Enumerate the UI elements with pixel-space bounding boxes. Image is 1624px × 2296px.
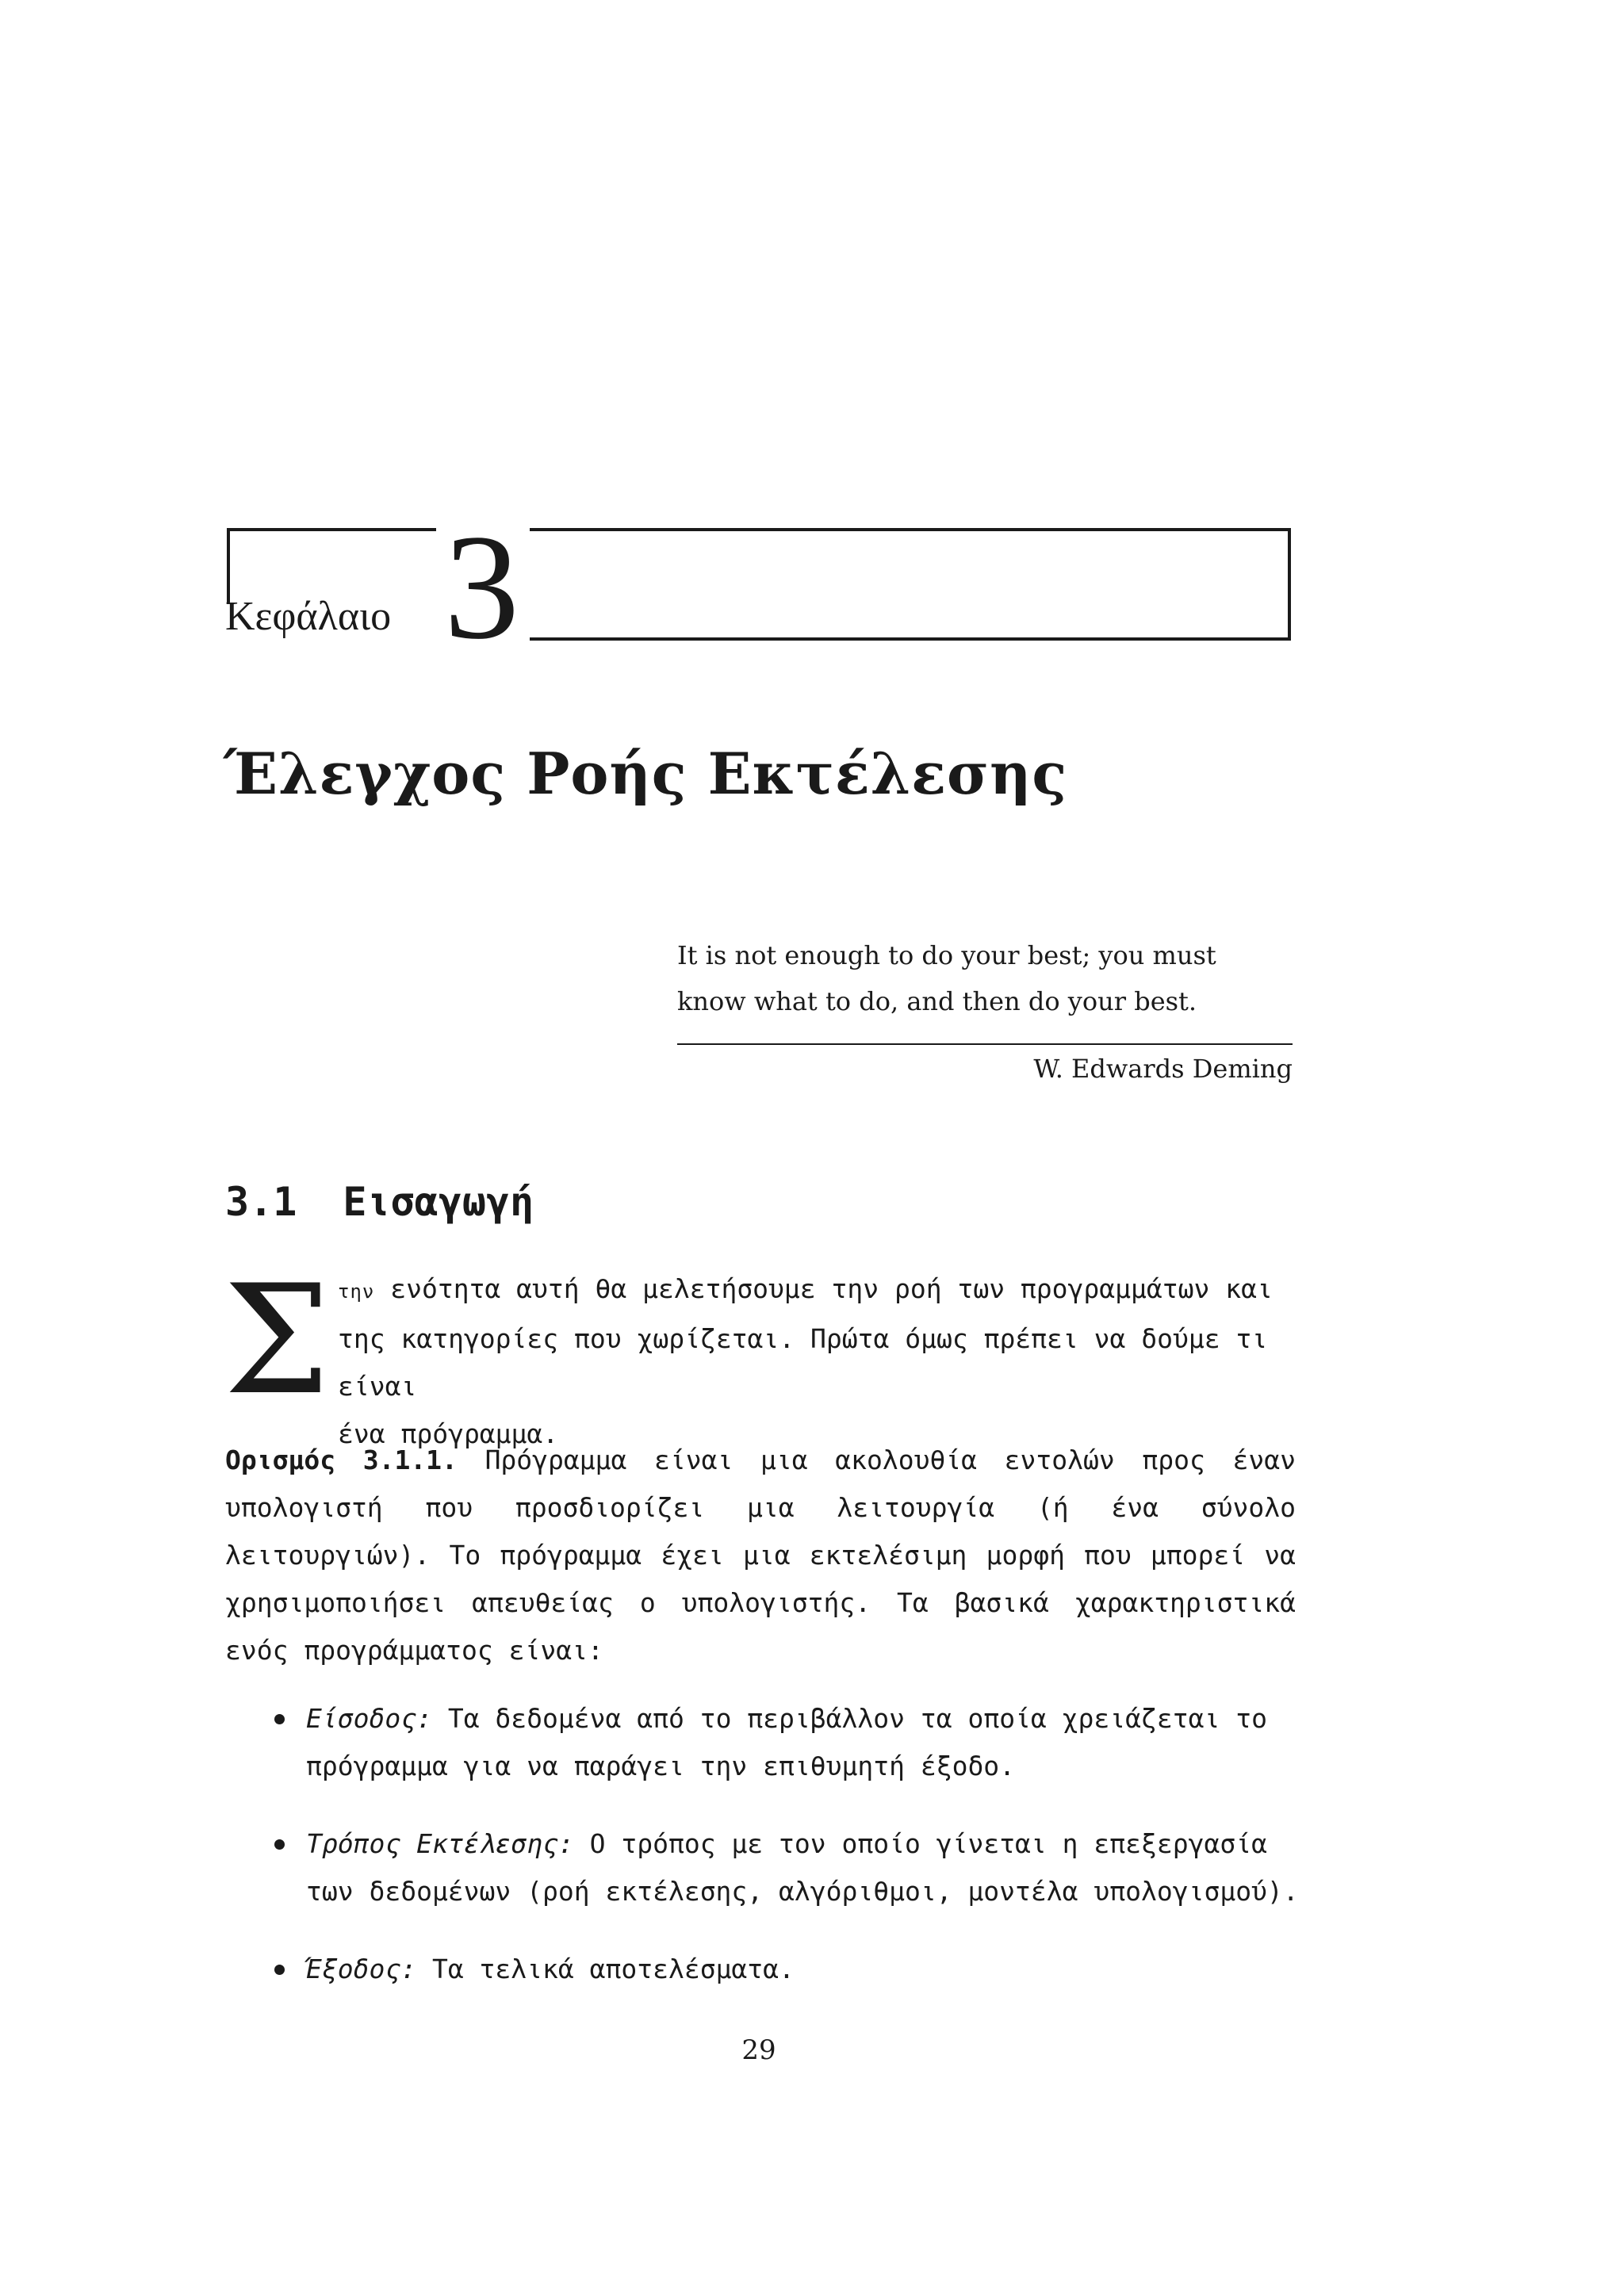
- list-item-text: Τα τελικά αποτελέσματα.: [416, 1954, 795, 1984]
- list-item: [274, 1820, 1321, 1915]
- bullet-icon: [274, 1965, 285, 1975]
- definition-text: Πρόγραμμα είναι μια ακολουθία εντολών προς έναν υπολογιστή που προσδιορίζει μια λειτουργία (ή ένα σύνολο λειτουργιών). Το πρόγραμμα έχει μια εκτελέσιμη μορφή που μπορεί να χρησιμοποιήσει απευθείας ο υπολογιστής. Τα βασικά χαρακτηριστικά ενός προγράμματος είναι:: [225, 1445, 1296, 1666]
- chapter-frame-top-right: [530, 528, 1291, 531]
- chapter-frame-top-left: [227, 528, 436, 531]
- list-item-text: Τα δεδομένα από το περιβάλλον τα οποία χρειάζεται το πρόγραμμα για να παράγει την επιθυμητή έξοδο.: [306, 1703, 1267, 1781]
- intro-paragraph: [338, 1265, 1297, 1458]
- epigraph-line-2: know what to do, and then do your best.: [677, 986, 1197, 1016]
- intro-line-3: ένα πρόγραμμα.: [338, 1418, 559, 1449]
- list-item-term: Έξοδος:: [306, 1954, 417, 1984]
- epigraph-rule: [677, 1043, 1293, 1045]
- characteristics-list: [274, 1695, 1321, 2023]
- epigraph-author: W. Edwards Deming: [1033, 1054, 1293, 1084]
- definition-label: Ορισμός 3.1.1.: [225, 1445, 458, 1475]
- epigraph-line-1: It is not enough to do your best; you must: [677, 940, 1216, 970]
- list-item: [274, 1695, 1321, 1790]
- chapter-number: 3: [444, 504, 519, 671]
- definition-paragraph: [225, 1437, 1296, 1674]
- intro-line-2: της κατηγορίες που χωρίζεται. Πρώτα όμως πρέπει να δούμε τι είναι: [338, 1323, 1268, 1402]
- bullet-icon: [274, 1714, 285, 1724]
- drop-cap: Σ: [224, 1253, 331, 1428]
- list-item-term: Είσοδος:: [306, 1703, 432, 1734]
- chapter-label: Κεφάλαιο: [225, 594, 392, 639]
- intro-line-1: [338, 1265, 1297, 1315]
- intro-line-1-text: ενότητα αυτή θα μελετήσουμε την ροή των προγραμμάτων και: [374, 1273, 1273, 1304]
- list-item-term: Τρόπος Εκτέλεσης:: [306, 1828, 574, 1859]
- chapter-frame-right: [1288, 528, 1291, 641]
- section-number: 3.1: [225, 1179, 297, 1225]
- list-item: [274, 1946, 1321, 1993]
- list-item-text: Ο τρόπος με τον οποίο γίνεται η επεξεργασία των δεδομένων (ροή εκτέλεσης, αλγόριθμοι, μοντέλα υπολογισμού).: [306, 1828, 1299, 1907]
- chapter-frame-bottom: [530, 637, 1291, 641]
- section-title: Εισαγωγή: [343, 1179, 534, 1225]
- section-heading: [225, 1178, 534, 1226]
- chapter-frame-left: [227, 528, 230, 604]
- bullet-icon: [274, 1839, 285, 1850]
- epigraph-quote: [677, 932, 1296, 1024]
- chapter-title: Έλεγχος Ροής Εκτέλεσης: [224, 740, 1068, 807]
- page-number: 29: [741, 2034, 776, 2066]
- intro-smallcaps: την: [338, 1280, 375, 1303]
